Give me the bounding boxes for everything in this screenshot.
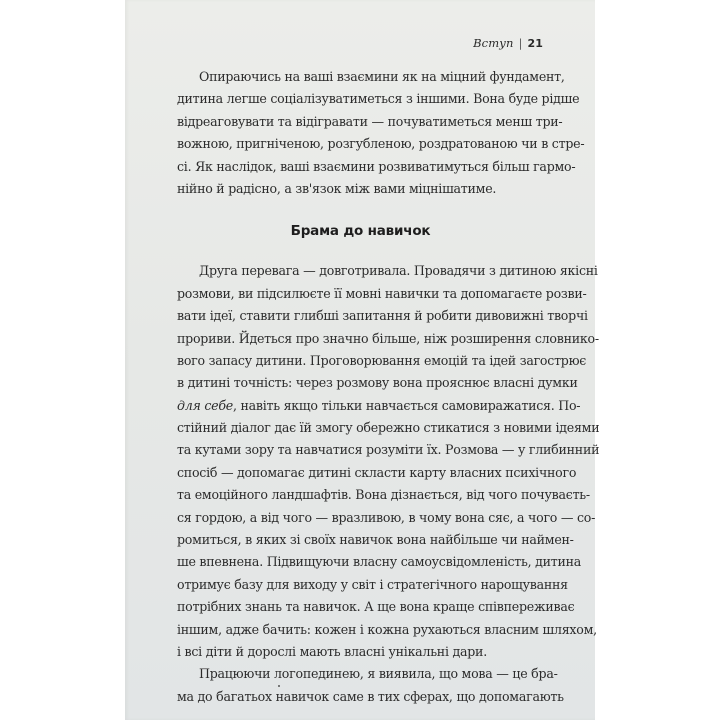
body-text bbox=[177, 66, 600, 708]
running-head-separator: | bbox=[518, 36, 523, 50]
text-line: спосіб — допомагає дитині скласти карту власних психічного bbox=[177, 464, 577, 480]
text-line: розмови, ви підсилюєте її мовні навички та допомагаєте розви- bbox=[177, 285, 587, 301]
text-line: стійний діалог дає їй змогу обережно стикатися з новими ідеями bbox=[177, 420, 600, 436]
text-line: дитина легше соціалізуватиметься з іншими. Вона буде рідше bbox=[177, 91, 580, 107]
text-line: та кутами зору та навчатися розуміти їх. Розмова — у глибинний bbox=[177, 442, 600, 458]
text-line: ромиться, в яких зі своїх навичок вона найбільше чи наймен- bbox=[177, 532, 574, 548]
text-line: та емоційного ландшафтів. Вона дізнається, від чого почуваєть- bbox=[177, 487, 590, 503]
text-line: в дитині точність: через розмову вона прояснює власні думки bbox=[177, 375, 578, 391]
paragraph-1 bbox=[177, 66, 585, 200]
book-page bbox=[125, 0, 600, 720]
page-number: 21 bbox=[527, 37, 543, 50]
text-line: сі. Як наслідок, ваші взаємини розвиватимуться більш гармо- bbox=[177, 158, 576, 174]
text-line: потрібних знань та навичок. А ще вона краще співпереживає bbox=[177, 599, 575, 615]
text-line: Друга перевага — довготривала. Провадячи з дитиною якісні bbox=[199, 263, 598, 279]
text-line: ся гордою, а від чого — вразливою, в чому вона сяє, а чого — со- bbox=[177, 509, 596, 525]
paragraph-2 bbox=[177, 260, 600, 663]
italic-phrase: для себе bbox=[177, 397, 233, 413]
text-line: вожною, пригніченою, розгубленою, роздратованою чи в стре- bbox=[177, 136, 585, 152]
text-line: вого запасу дитини. Проговорювання емоцій та ідей загострює bbox=[177, 352, 587, 368]
chapter-title: Вступ bbox=[473, 36, 514, 50]
text-fragment: , навіть якщо тільки навчається самовиражатися. По- bbox=[233, 397, 581, 413]
text-line: іншим, адже бачить: кожен і кожна рухаються власним шляхом, bbox=[177, 621, 597, 637]
print-speck bbox=[278, 685, 280, 687]
text-line: відреаговувати та відігравати — почуватиметься менш три- bbox=[177, 113, 563, 129]
text-line: Працюючи логопединею, я виявила, що мова — це бра- bbox=[199, 666, 558, 682]
text-line-with-italic bbox=[177, 395, 581, 417]
text-line: і всі діти й дорослі мають власні унікальні дари. bbox=[177, 643, 487, 659]
text-line: нійно й радісно, а зв'язок між вами міцнішатиме. bbox=[177, 180, 497, 196]
running-head bbox=[473, 36, 543, 50]
text-line: прориви. Йдеться про значно більше, ніж розширення словнико- bbox=[177, 330, 599, 346]
text-line: отримує базу для виходу у світ і стратегічного нарощування bbox=[177, 576, 568, 592]
section-heading: Брама до навичок bbox=[290, 223, 431, 240]
text-line: вати ідеї, ставити глибші запитання й робити дивовижні творчі bbox=[177, 308, 588, 324]
paragraph-3 bbox=[177, 663, 564, 708]
text-line: Опираючись на ваші взаємини як на міцний фундамент, bbox=[199, 69, 565, 84]
text-line: ма до багатьох навичок саме в тих сферах, що допомагають bbox=[177, 688, 564, 704]
text-line: ше впевнена. Підвищуючи власну самоусвідомленість, дитина bbox=[177, 554, 582, 570]
